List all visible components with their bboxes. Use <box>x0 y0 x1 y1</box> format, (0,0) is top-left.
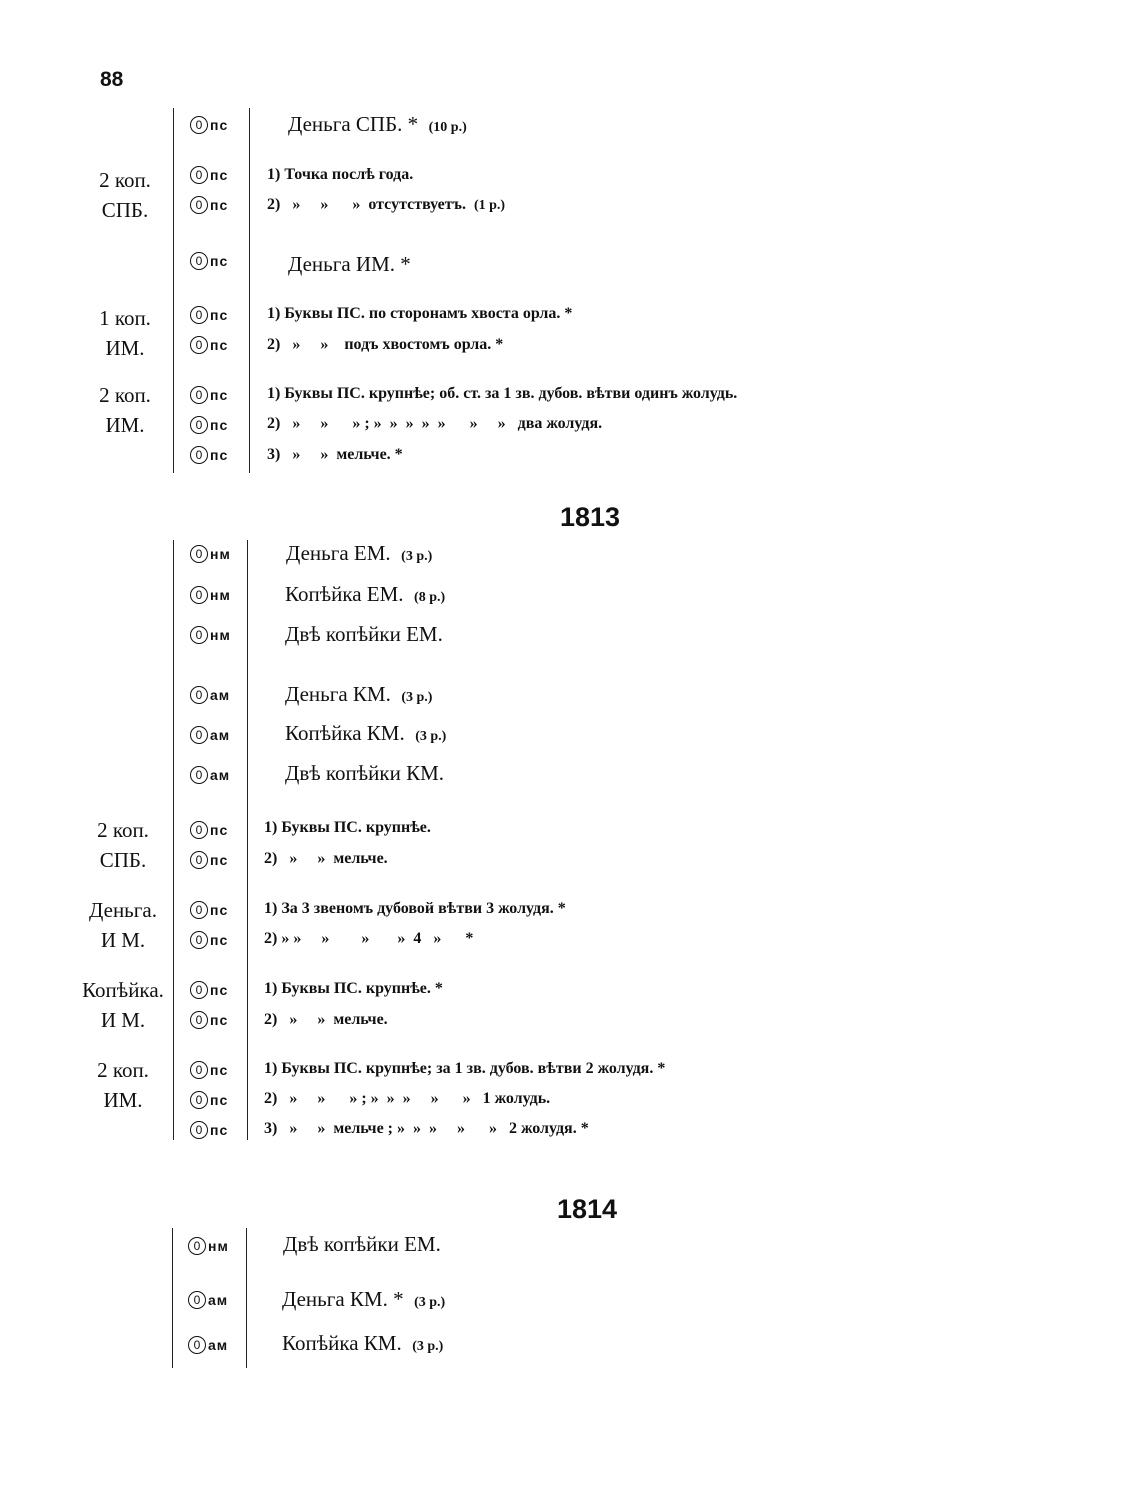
circle-zero-icon: 0 <box>190 1121 208 1139</box>
variety-text: 2) » » » ; » » » » » 1 жолудь. <box>264 1090 551 1107</box>
circle-zero-icon: 0 <box>190 821 208 839</box>
entry-text: Копѣйка ЕМ. (8 р.) <box>285 582 446 606</box>
mint-mark: 0 нм <box>190 586 231 604</box>
circle-zero-icon: 0 <box>190 931 208 949</box>
circle-zero-icon: 0 <box>190 446 208 464</box>
circle-zero-icon: 0 <box>190 726 208 744</box>
right-rule <box>249 108 250 473</box>
mint-mark: 0 ам <box>188 1291 228 1309</box>
mint-mark: 0 ам <box>190 726 230 744</box>
mint-mark: 0 пс <box>190 931 228 949</box>
circle-zero-icon: 0 <box>188 1291 206 1309</box>
mint-mark: 0 пс <box>190 416 228 434</box>
mint-mark: 0 ам <box>190 766 230 784</box>
mint-mark: 0 нм <box>190 545 231 563</box>
circle-zero-icon: 0 <box>190 586 208 604</box>
variety-text: 1) Точка послѣ года. <box>267 166 414 183</box>
variety-text: 1) Буквы ПС. крупнѣе. * <box>264 980 443 997</box>
variety-text: 1) За 3 звеномъ дубовой вѣтви 3 жолудя. * <box>264 900 566 917</box>
circle-zero-icon: 0 <box>190 901 208 919</box>
denomination-label: 1 коп. ИМ. <box>99 306 151 360</box>
mint-mark: 0 пс <box>190 446 228 464</box>
circle-zero-icon: 0 <box>190 766 208 784</box>
year-heading: 1813 <box>560 502 621 532</box>
variety-text: 3) » » мельче ; » » » » » 2 жолудя. * <box>264 1120 589 1137</box>
mint-mark: 0 пс <box>190 116 228 134</box>
circle-zero-icon: 0 <box>190 416 208 434</box>
entry-text: Двѣ копѣйки ЕМ. <box>285 622 443 646</box>
circle-zero-icon: 0 <box>190 686 208 704</box>
variety-text: 1) Буквы ПС. по сторонамъ хвоста орла. * <box>267 305 573 322</box>
variety-text: 2) » » » » » 4 » * <box>264 930 474 947</box>
variety-text: 1) Буквы ПС. крупнѣе. <box>264 819 431 836</box>
denomination-label: Копѣйка. И М. <box>82 978 164 1032</box>
circle-zero-icon: 0 <box>188 1336 206 1354</box>
mint-mark: 0 нм <box>190 626 231 644</box>
entry-text: Копѣйка КМ. (3 р.) <box>282 1331 444 1355</box>
entry-text: Двѣ копѣйки ЕМ. <box>283 1232 441 1256</box>
variety-text: 2) » » » отсутствуетъ. (1 р.) <box>267 196 506 213</box>
variety-text: 2) » » подъ хвостомъ орла. * <box>267 336 504 353</box>
circle-zero-icon: 0 <box>188 1237 206 1255</box>
circle-zero-icon: 0 <box>190 116 208 134</box>
mint-mark: 0 пс <box>190 196 228 214</box>
right-rule <box>246 1228 247 1368</box>
mint-mark: 0 ам <box>190 686 230 704</box>
entry-text: Деньга СПБ. * (10 р.) <box>288 112 467 136</box>
mint-mark: 0 пс <box>190 1061 228 1079</box>
mint-mark: 0 пс <box>190 1091 228 1109</box>
circle-zero-icon: 0 <box>190 306 208 324</box>
entry-text: Деньга ИМ. * <box>288 252 411 276</box>
denomination-label: 2 коп. СПБ. <box>99 168 151 222</box>
right-rule <box>247 540 248 1140</box>
mint-mark: 0 пс <box>190 386 228 404</box>
mint-mark: 0 пс <box>190 1121 228 1139</box>
circle-zero-icon: 0 <box>190 545 208 563</box>
page-number: 88 <box>100 68 124 91</box>
denomination-label: Деньга. И М. <box>89 898 157 952</box>
mint-mark: 0 ам <box>188 1336 228 1354</box>
mint-mark: 0 пс <box>190 336 228 354</box>
entry-text: Деньга ЕМ. (3 р.) <box>286 541 433 565</box>
circle-zero-icon: 0 <box>190 626 208 644</box>
variety-text: 2) » » » ; » » » » » » » два жолудя. <box>267 415 603 432</box>
left-rule <box>172 1228 173 1368</box>
denomination-label: 2 коп. СПБ. <box>97 818 149 872</box>
circle-zero-icon: 0 <box>190 1061 208 1079</box>
denomination-label: 2 коп. ИМ. <box>97 1058 149 1112</box>
entry-text: Копѣйка КМ. (3 р.) <box>285 721 447 745</box>
denomination-label: 2 коп. ИМ. <box>99 383 151 437</box>
mint-mark: 0 пс <box>190 166 228 184</box>
circle-zero-icon: 0 <box>190 166 208 184</box>
mint-mark: 0 пс <box>190 821 228 839</box>
entry-text: Деньга КМ. (3 р.) <box>285 682 433 706</box>
mint-mark: 0 пс <box>190 851 228 869</box>
variety-text: 2) » » мельче. <box>264 850 388 867</box>
variety-text: 2) » » мельче. <box>264 1011 388 1028</box>
mint-mark: 0 пс <box>190 306 228 324</box>
circle-zero-icon: 0 <box>190 252 208 270</box>
mint-mark: 0 пс <box>190 1011 228 1029</box>
circle-zero-icon: 0 <box>190 851 208 869</box>
entry-text: Двѣ копѣйки КМ. <box>285 761 445 785</box>
circle-zero-icon: 0 <box>190 981 208 999</box>
circle-zero-icon: 0 <box>190 336 208 354</box>
variety-text: 1) Буквы ПС. крупнѣе; об. ст. за 1 зв. дубов. вѣтви одинъ жолудь. <box>267 385 738 402</box>
variety-text: 1) Буквы ПС. крупнѣе; за 1 зв. дубов. вѣтви 2 жолудя. * <box>264 1060 666 1077</box>
circle-zero-icon: 0 <box>190 1011 208 1029</box>
circle-zero-icon: 0 <box>190 1091 208 1109</box>
mint-mark: 0 пс <box>190 901 228 919</box>
variety-text: 3) » » мельче. * <box>267 446 403 463</box>
mint-mark: 0 пс <box>190 252 228 270</box>
mint-mark: 0 нм <box>188 1237 229 1255</box>
year-heading: 1814 <box>557 1194 618 1224</box>
circle-zero-icon: 0 <box>190 386 208 404</box>
mint-mark: 0 пс <box>190 981 228 999</box>
circle-zero-icon: 0 <box>190 196 208 214</box>
entry-text: Деньга КМ. * (3 р.) <box>282 1287 446 1311</box>
